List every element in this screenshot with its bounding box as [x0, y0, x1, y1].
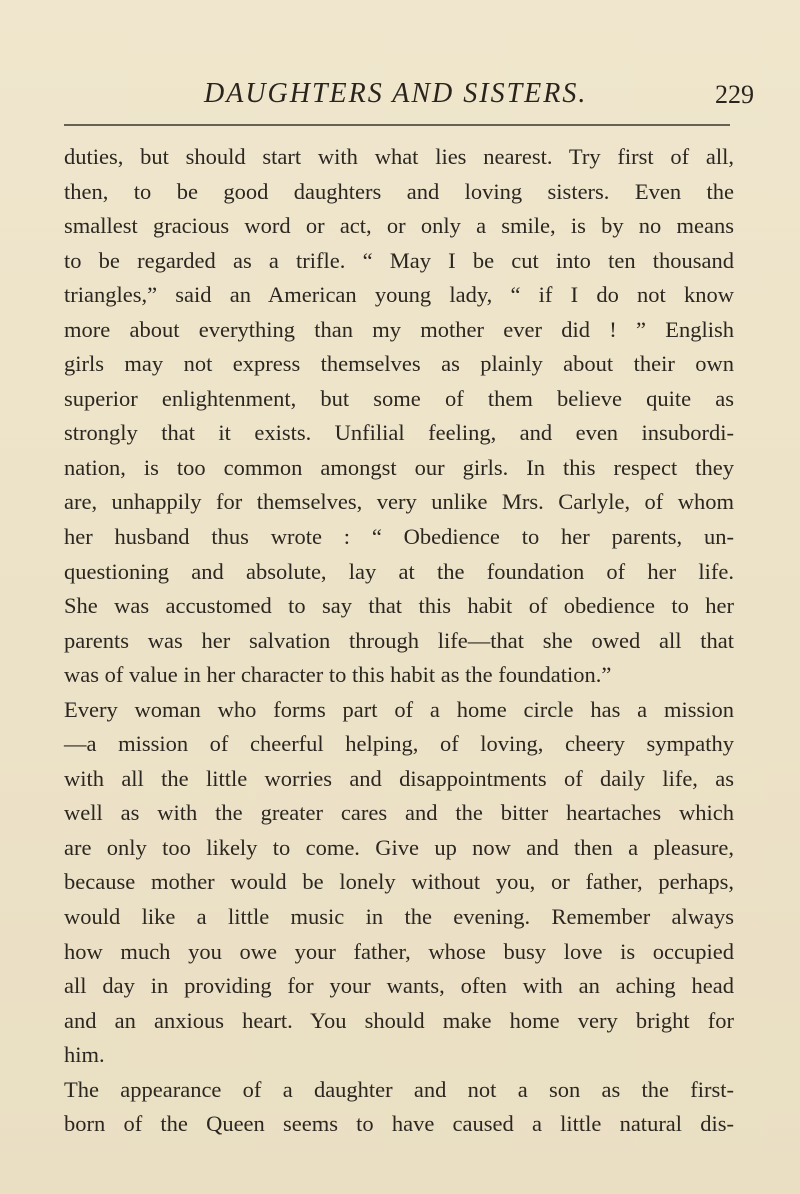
text-line: then, to be good daughters and loving sisters. Even the: [64, 178, 734, 204]
text-line: girls may not express themselves as plainly about their own: [64, 351, 734, 377]
text-line: superior enlightenment, but some of them believe quite as: [64, 385, 734, 411]
running-head-title: DAUGHTERS AND SISTERS.: [204, 78, 588, 109]
text-line: —a mission of cheerful helping, of loving, cheery sympathy: [64, 731, 734, 757]
text-line: Every woman who forms part of a home circle has a mission: [64, 696, 734, 722]
text-line: would like a little music in the evening. Remember always: [64, 904, 734, 930]
text-line: with all the little worries and disappointments of daily life, as: [64, 765, 734, 791]
header-rule: [64, 124, 730, 126]
text-line: triangles,” said an American young lady, “ if I do not know: [64, 282, 734, 308]
text-line: are, unhappily for themselves, very unlike Mrs. Carlyle, of whom: [64, 489, 734, 515]
page-number: 229: [715, 80, 754, 109]
text-line: him.: [64, 1042, 105, 1068]
text-line: well as with the greater cares and the bitter heartaches which: [64, 800, 734, 826]
text-line: her husband thus wrote : “ Obedience to her parents, un-: [64, 524, 734, 550]
text-line: parents was her salvation through life—that she owed all that: [64, 627, 734, 653]
text-line: born of the Queen seems to have caused a little natural dis-: [64, 1111, 734, 1137]
text-line: smallest gracious word or act, or only a smile, is by no means: [64, 213, 734, 239]
text-line: nation, is too common amongst our girls. In this respect they: [64, 454, 734, 480]
text-line: because mother would be lonely without you, or father, perhaps,: [64, 869, 734, 895]
text-line: more about everything than my mother ever did ! ” English: [64, 316, 734, 342]
running-head: [0, 78, 800, 118]
text-line: The appearance of a daughter and not a son as the first-: [64, 1076, 734, 1102]
text-line: to be regarded as a trifle. “ May I be cut into ten thousand: [64, 247, 734, 273]
text-line: are only too likely to come. Give up now and then a pleasure,: [64, 834, 734, 860]
text-line: She was accustomed to say that this habit of obedience to her: [64, 593, 734, 619]
text-line: how much you owe your father, whose busy love is occupied: [64, 938, 734, 964]
text-line: strongly that it exists. Unfilial feeling, and even insubordi-: [64, 420, 734, 446]
text-line: all day in providing for your wants, often with an aching head: [64, 973, 734, 999]
text-line: questioning and absolute, lay at the foundation of her life.: [64, 558, 734, 584]
body-text: [64, 140, 734, 1142]
text-line: duties, but should start with what lies nearest. Try first of all,: [64, 144, 734, 169]
text-line: and an anxious heart. You should make home very bright for: [64, 1007, 734, 1033]
text-line: was of value in her character to this habit as the foundation.”: [64, 662, 612, 688]
